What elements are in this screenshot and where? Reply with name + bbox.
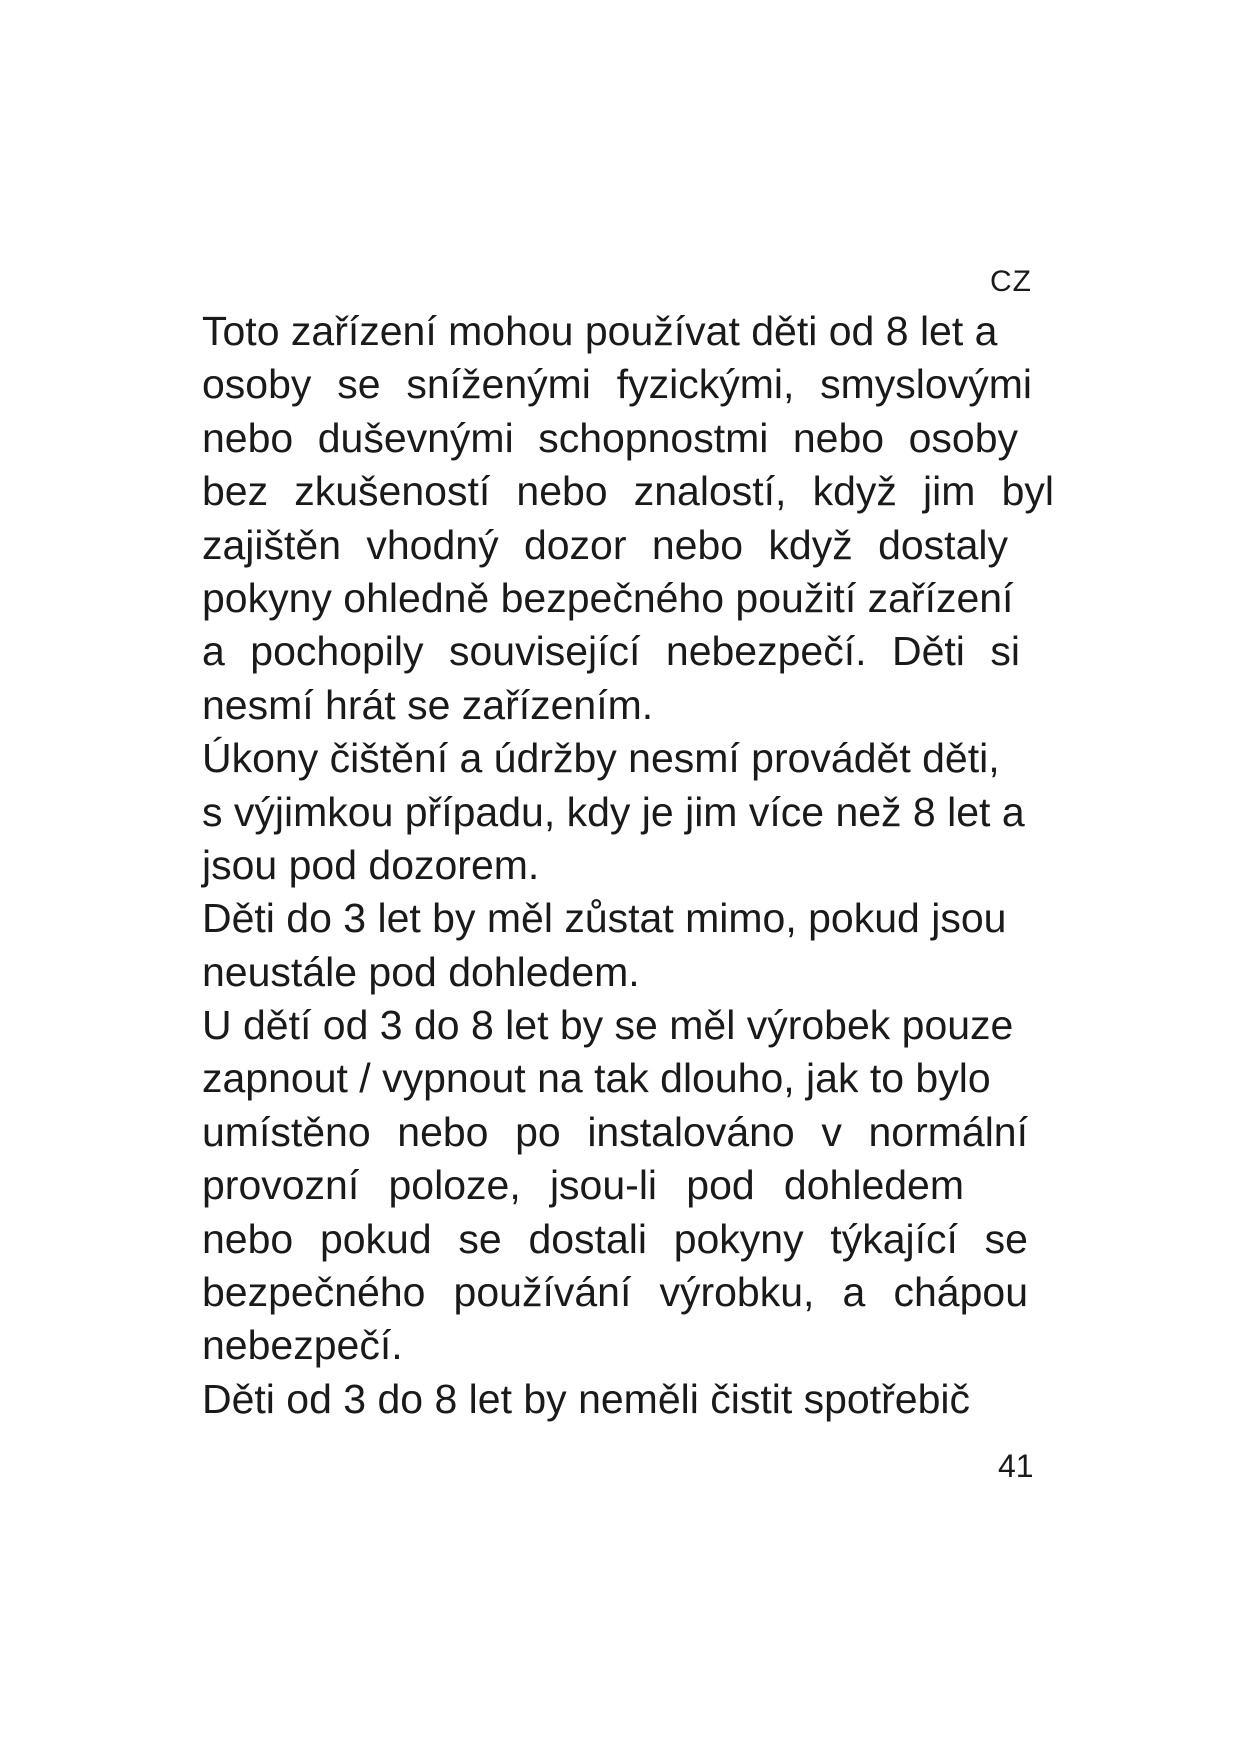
text-line: nebo duševnými schopnostmi nebo osoby [202,414,1018,461]
text-line: neustále pod dohledem. [202,948,640,995]
text-line: Děti do 3 let by měl zůstat mimo, pokud jsou [202,895,1007,942]
text-line: bezpečného používání výrobku, a chápou [202,1269,1028,1316]
text-line: zapnout / vypnout na tak dlouho, jak to bylo [202,1055,991,1102]
text-line: a pochopily související nebezpečí. Děti si [202,628,1020,675]
text-line: zajištěn vhodný dozor nebo když dostaly [202,521,1008,568]
text-line: pokyny ohledně bezpečného použití zařízení [202,574,1014,621]
text-line: nebezpečí. [202,1322,403,1369]
safety-text-block [202,305,1064,1426]
text-line: provozní poloze, jsou-li pod dohledem [202,1162,964,1209]
text-line: s výjimkou případu, kdy je jim více než 8 let a [202,788,1025,835]
text-line: Úkony čištění a údržby nesmí provádět děti, [202,735,1000,782]
text-line: U dětí od 3 do 8 let by se měl výrobek pouze [202,1002,1014,1049]
text-line: nebo pokud se dostali pokyny týkající se [202,1215,1028,1262]
text-line: osoby se sníženými fyzickými, smyslovými [202,361,1032,408]
text-line: umístěno nebo po instalováno v normální [202,1108,1028,1155]
language-tag: CZ [990,265,1032,298]
text-line: nesmí hrát se zařízením. [202,681,654,728]
text-line: jsou pod dozorem. [202,841,540,888]
text-line: Toto zařízení mohou používat děti od 8 let a [202,308,998,354]
text-line: Děti od 3 do 8 let by neměli čistit spotřebič [202,1375,970,1422]
page-number: 41 [998,1448,1034,1484]
text-line: bez zkušeností nebo znalostí, když jim byl [202,468,1054,515]
